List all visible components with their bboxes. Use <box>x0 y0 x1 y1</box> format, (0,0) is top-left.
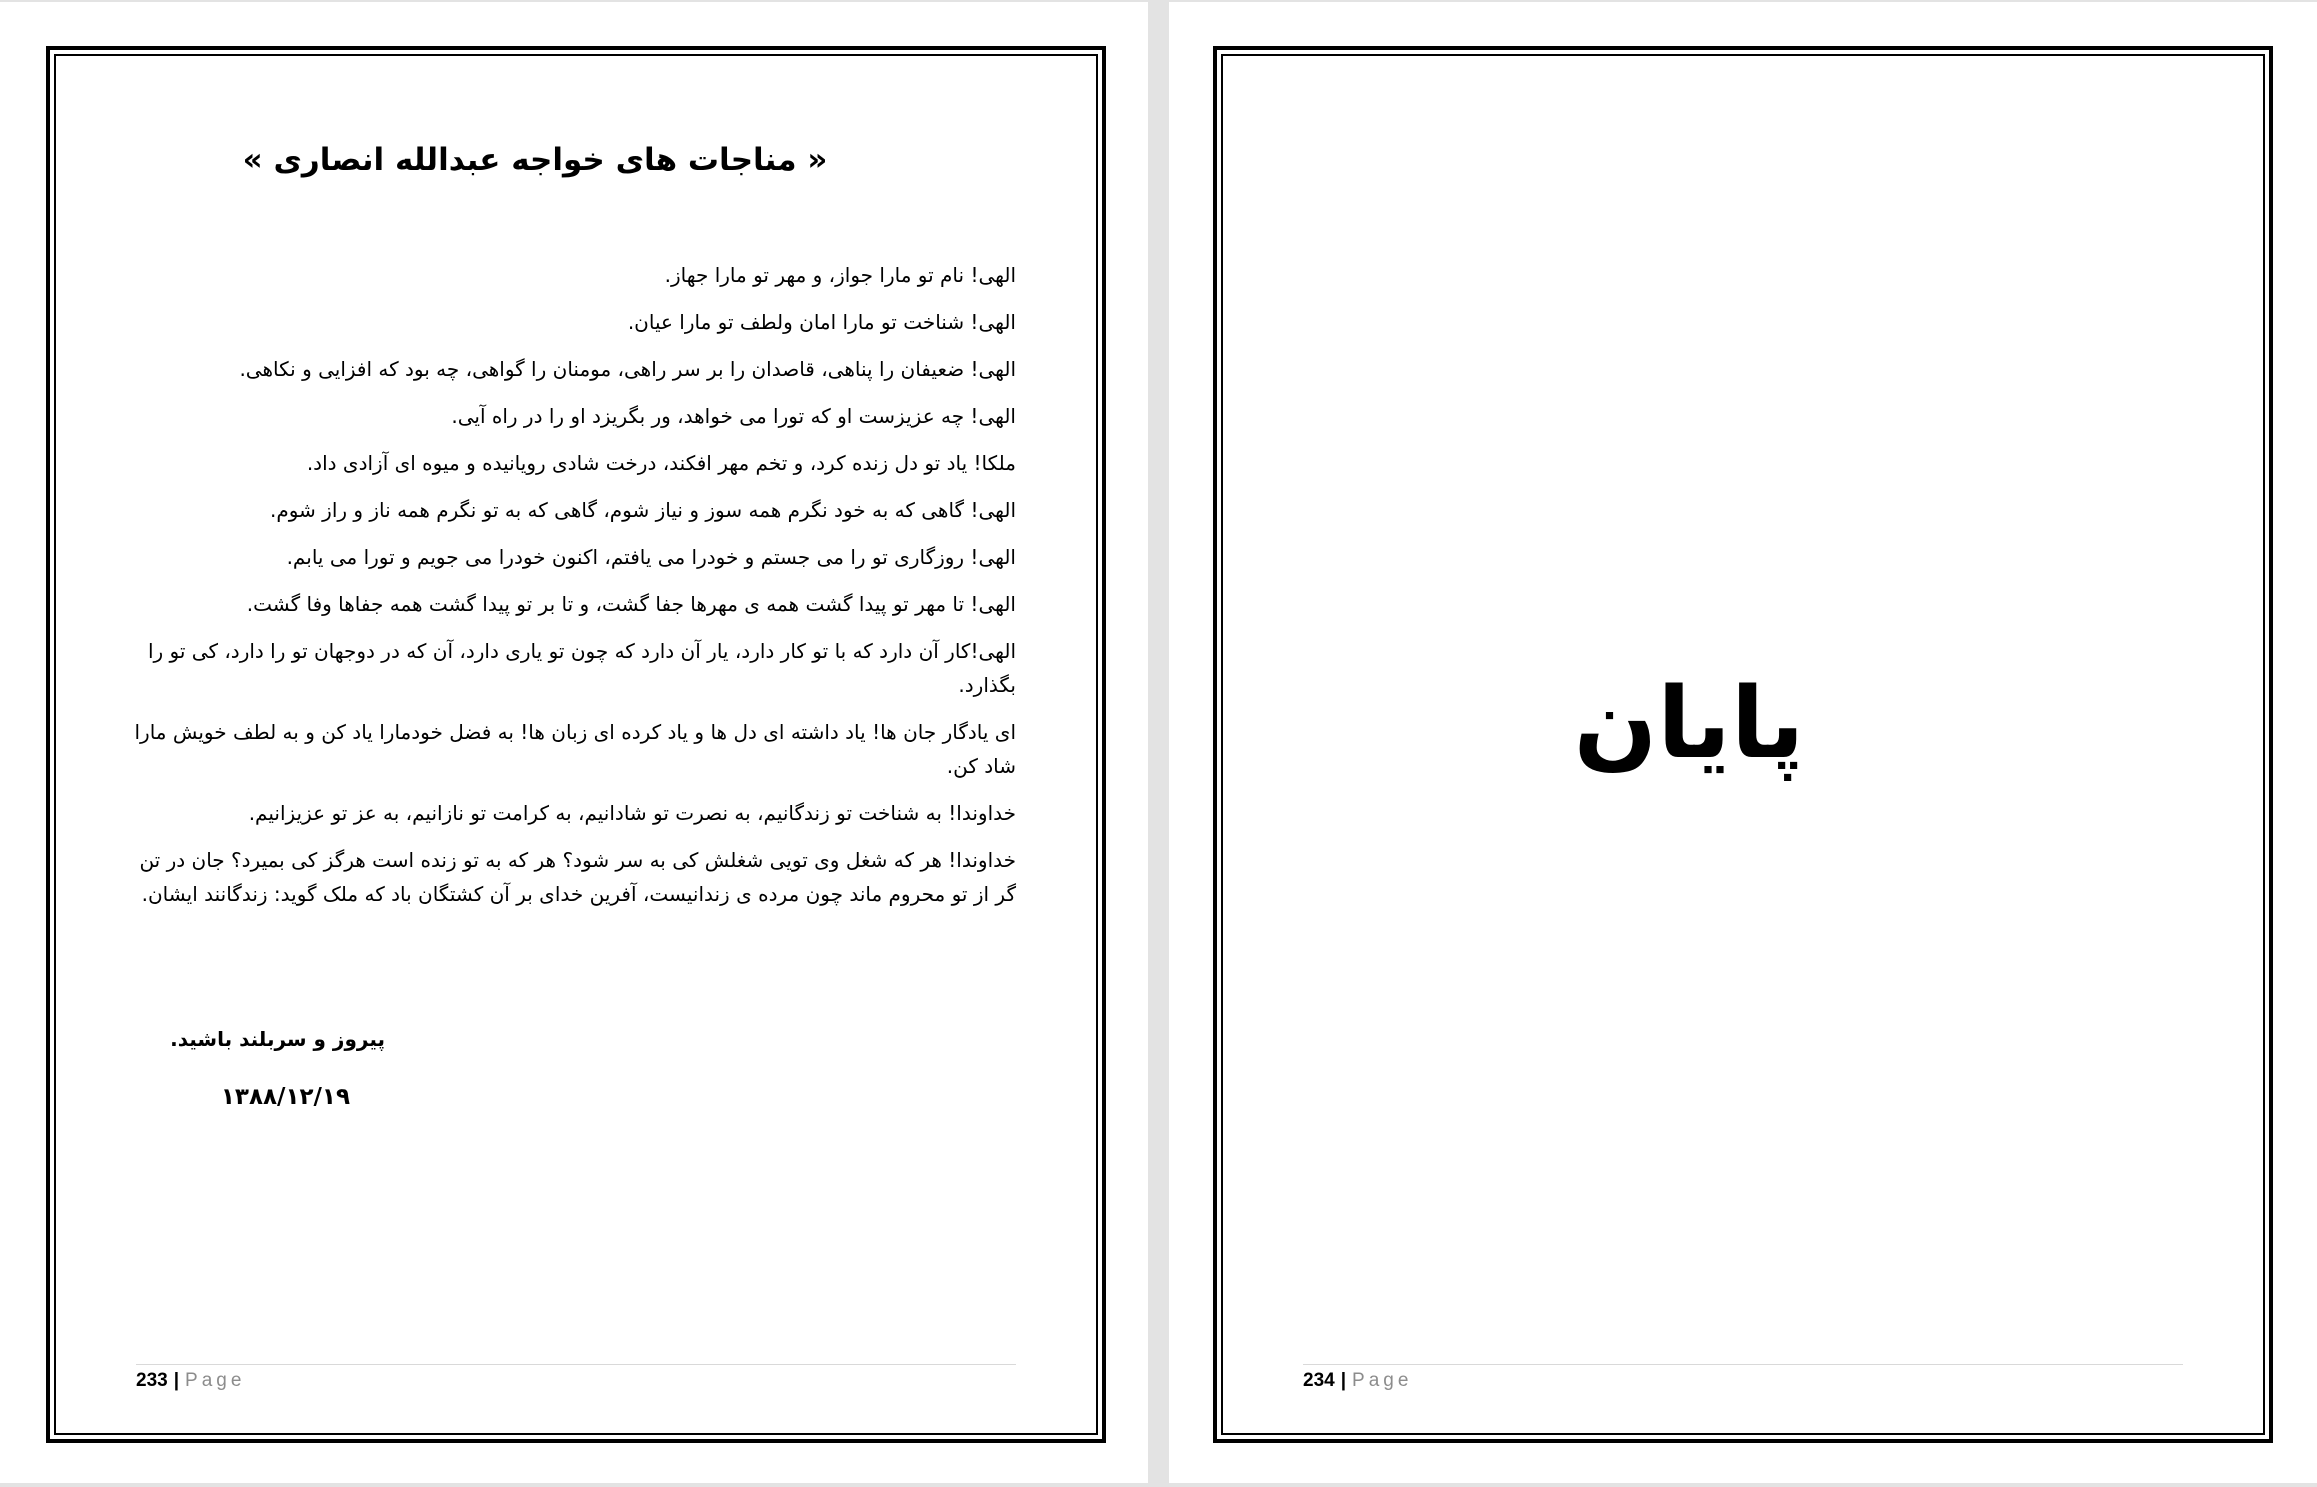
paragraph: خداوندا! به شناخت تو زندگانیم، به نصرت تو شادانیم، به کرامت تو نازانیم، به عز تو عزیزانیم. <box>248 801 1016 825</box>
footer-separator: | <box>1340 1370 1347 1391</box>
paragraph: ملکا! یاد تو دل زنده کرد، و تخم مهر افکند، درخت شادی رویانیده و میوه ای آزادی داد. <box>306 451 1016 475</box>
footer-divider <box>136 1364 1016 1365</box>
paragraph: الهی! ضعیفان را پناهی، قاصدان را بر سر راهی، مومنان را گواهی، چه بود که افزایی و نکاهی. <box>239 357 1016 381</box>
end-heading: پایان <box>1573 667 1805 781</box>
prayer-text <box>132 258 1016 924</box>
page-footer <box>1303 1370 1412 1392</box>
document-page-right <box>1169 2 2317 1483</box>
page-footer <box>136 1370 245 1392</box>
paragraph: الهی! نام تو مارا جواز، و مهر تو مارا جهاز. <box>664 263 1016 287</box>
paragraph: ای یادگار جان ها! یاد داشته ای دل ها و یاد کرده ای زبان ها! به فضل خودمارا یاد کن و به لطف خویش مارا شاد کن. <box>134 720 1016 778</box>
footer-separator: | <box>173 1370 180 1391</box>
paragraph: الهی! تا مهر تو پیدا گشت همه ی مهرها جفا گشت، و تا بر تو پیدا گشت همه جفاها وفا گشت. <box>246 592 1016 616</box>
page-number: 234 <box>1303 1370 1335 1391</box>
paragraph: الهی! شناخت تو مارا امان ولطف تو مارا عیان. <box>627 310 1016 334</box>
page-label: Page <box>1352 1370 1413 1391</box>
paragraph: الهی! گاهی که به خود نگرم همه سوز و نیاز شوم، گاهی که به تو نگرم همه ناز و راز شوم. <box>269 498 1016 522</box>
signoff-text: پیروز و سربلند باشید. <box>170 1027 385 1051</box>
document-page-left <box>0 2 1148 1483</box>
date-text: ۱۳۸۸/۱۲/۱۹ <box>220 1084 350 1110</box>
footer-divider <box>1303 1364 2183 1365</box>
paragraph: الهی!کار آن دارد که با تو کار دارد، یار آن دارد که چون تو یاری دارد، آن که در دوجهان تو را دارد، کی تو را بگذارد. <box>147 639 1016 697</box>
paragraph: خداوندا! هر که شغل وی تویی شغلش کی به سر شود؟ هر که به تو زنده است هرگز کی بمیرد؟ جان در تن گر از تو محروم ماند چون مرده ی زندانیست، آفرین خدای بر آن کشتگان باد که ملک گوید: زندگانند ایشان. <box>139 848 1016 906</box>
paragraph: الهی! چه عزیزست او که تورا می خواهد، ور بگریزد او را در راه آیی. <box>451 404 1016 428</box>
page-label: Page <box>185 1370 246 1391</box>
paragraph: الهی! روزگاری تو را می جستم و خودرا می یافتم، اکنون خودرا می جویم و تورا می یابم. <box>286 545 1016 569</box>
page-title: « مناجات های خواجه عبدالله انصاری » <box>242 142 828 178</box>
page-number: 233 <box>136 1370 168 1391</box>
